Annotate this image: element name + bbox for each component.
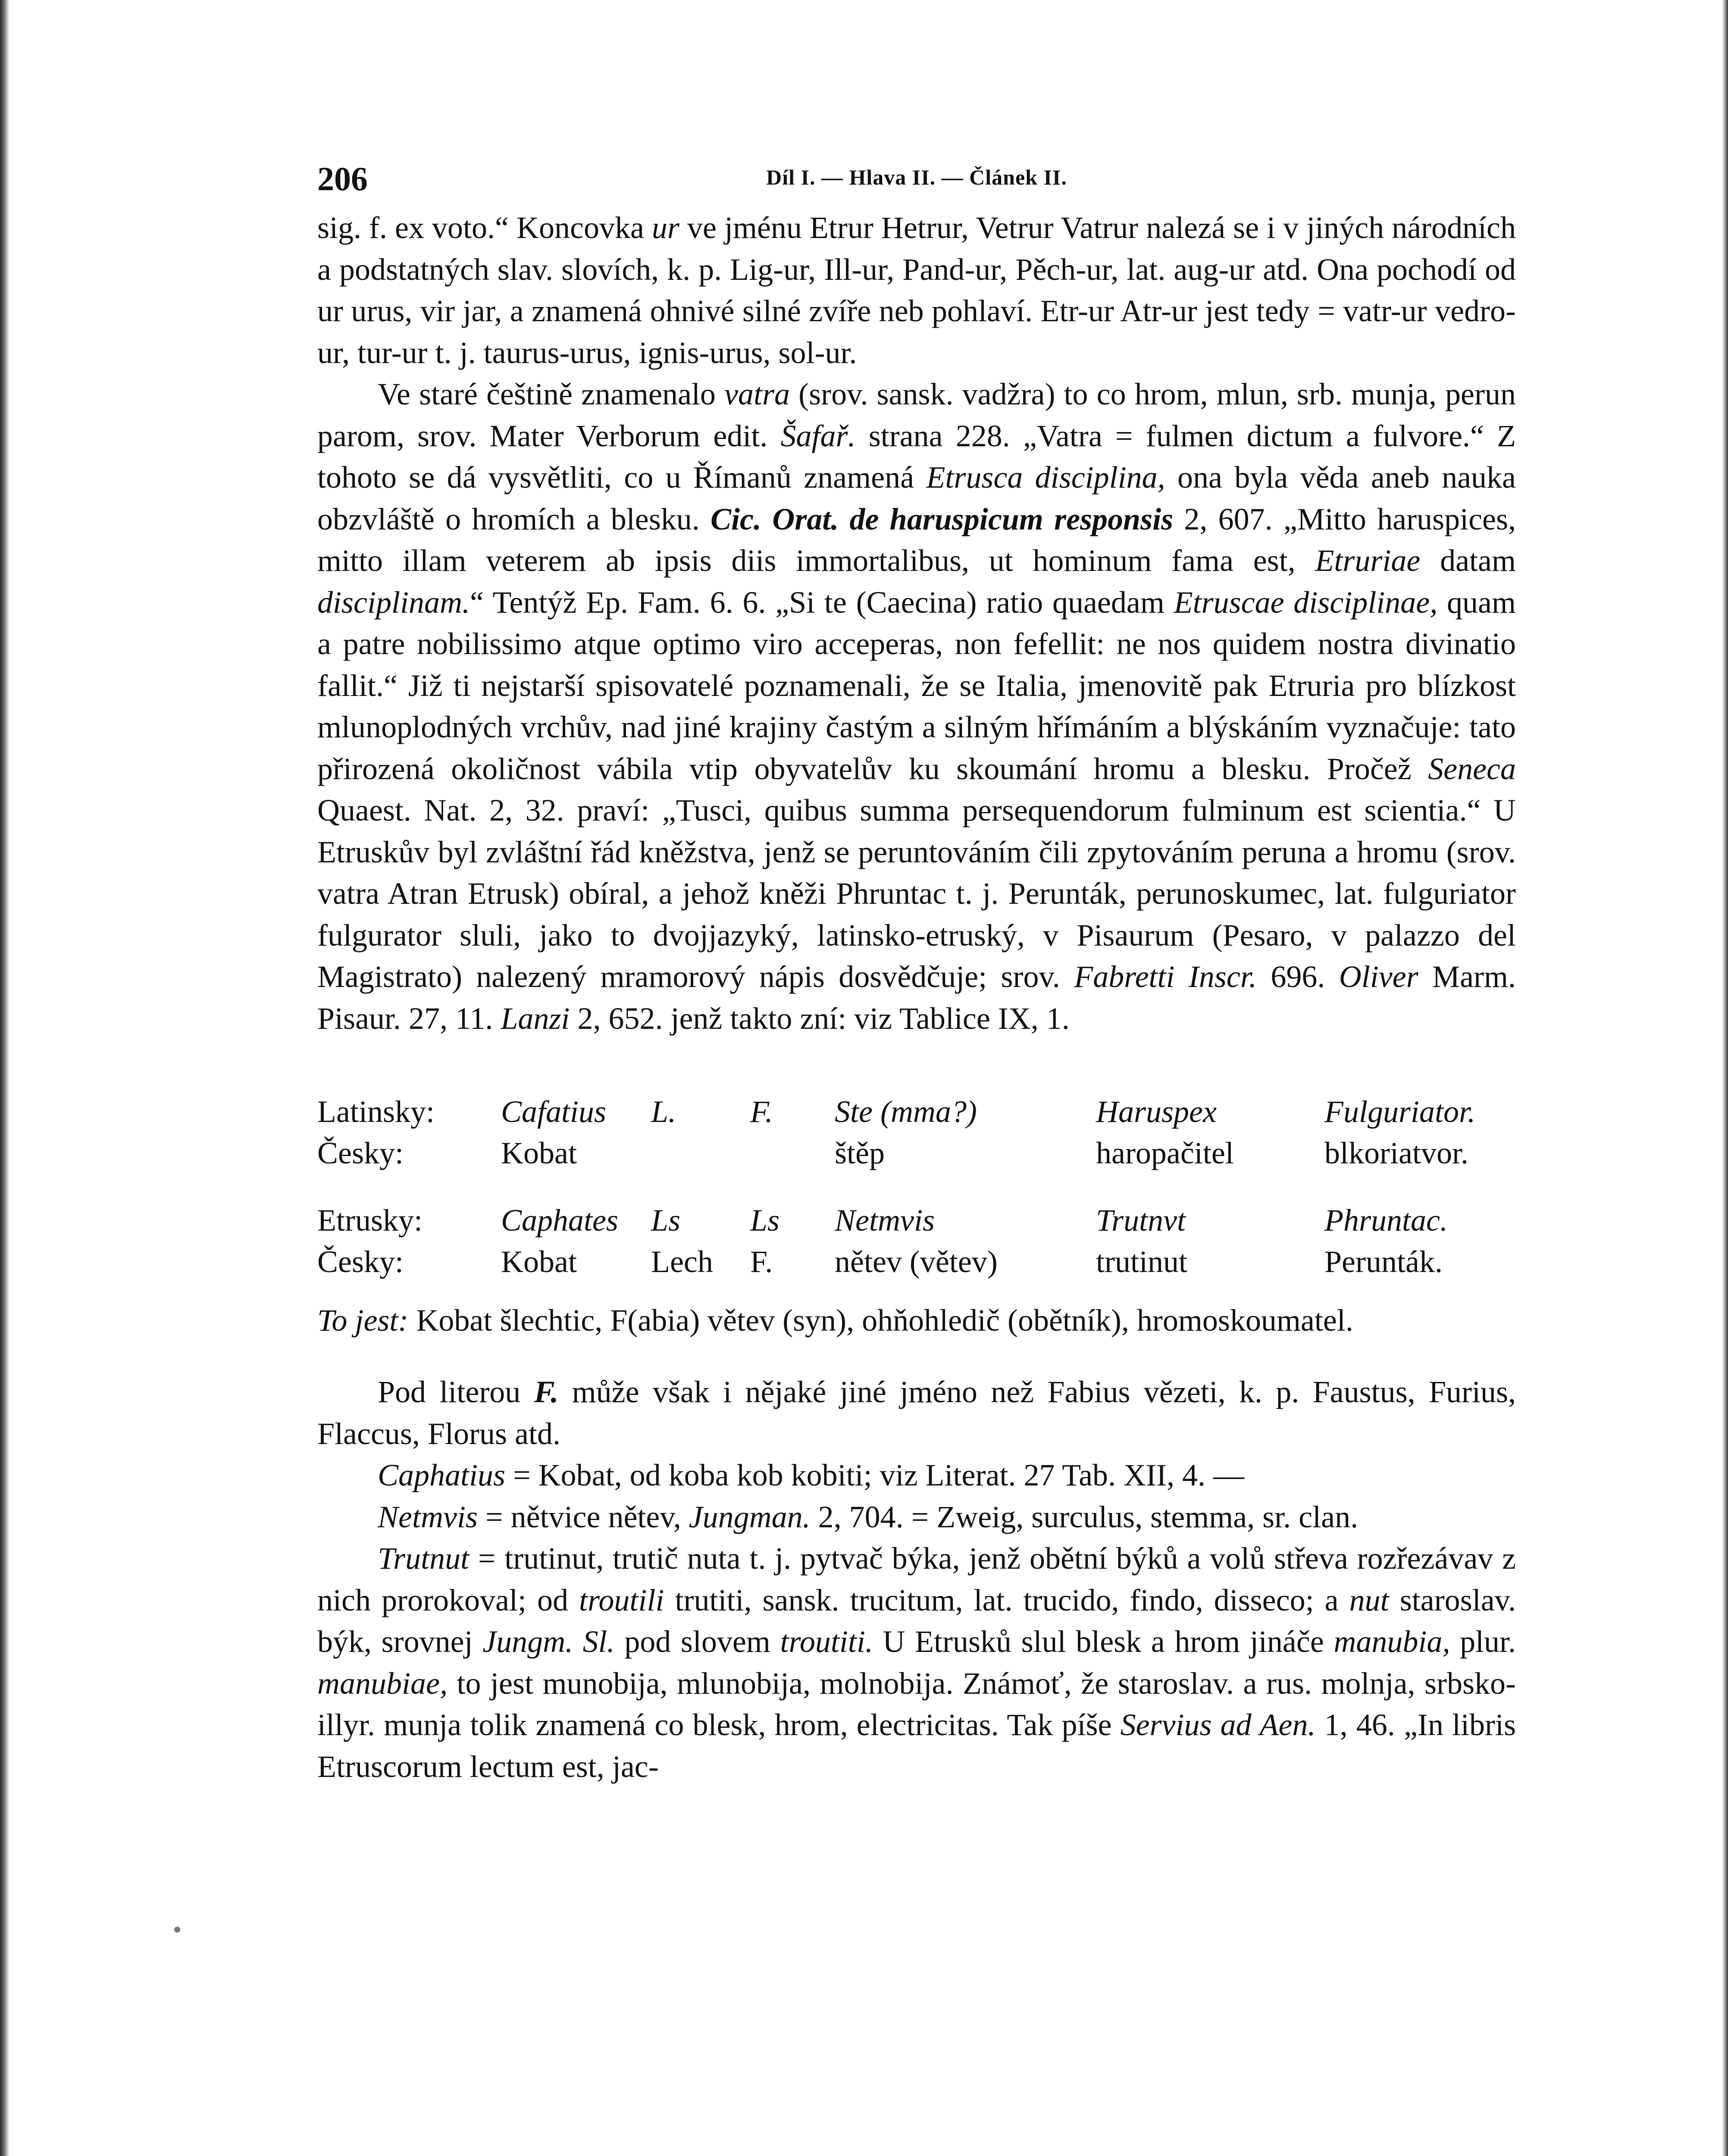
paragraph-3: Pod literou F. může však i nějaké jiné jméno než Fabius vězeti, k. p. Faustus, Furius, Flaccus, Florus atd. (317, 1375, 1516, 1451)
page-header (317, 155, 1516, 207)
page-number: 206 (317, 160, 368, 197)
paragraph-1: sig. f. ex voto.“ Koncovka ur ve jménu Etrur Hetrur, Vetrur Vatrur nalezá se i v jiných národních a podstatných slav. slovích, k. p. Lig-ur, Ill-ur, Pand-ur, Pěch-ur, lat. aug-ur atd. Ona pochodí od ur urus, vir jar, a znamená ohnivé silné zvíře neb pohlaví. Etr-ur Atr-ur jest tedy = vatr-ur vedro-ur, tur-ur t. j. taurus-urus, ignis-urus, sol-ur. (317, 210, 1516, 370)
paragraph-5: Netmvis = nětvice nětev, Jungman. 2, 704. = Zweig, surculus, stemma, sr. clan. (378, 1499, 1359, 1534)
cell: Etrusky: (317, 1203, 423, 1238)
cell: Kobat (501, 1136, 577, 1170)
cell: Kobat (501, 1244, 577, 1279)
cell: Trutnvt (1096, 1203, 1186, 1238)
cell: Lech (651, 1244, 713, 1279)
cell: Česky: (317, 1136, 404, 1170)
paragraph-2: Ve staré češtině znamenalo vatra (srov. sansk. vadžra) to co hrom, mlun, srb. munja, perun parom, srov. Mater Verborum edit. Šafař. strana 228. „Vatra = fulmen dictum a fulvore.“ Z tohoto se dá vysvětliti, co u Římanů znamená Etrusca disciplina, ona byla věda aneb nauka obzvláště o hromích a blesku. Cic. Orat. de haruspicum responsis 2, 607. „Mitto haruspices, mitto illam veterem ab ipsis diis immortalibus, ut hominum fama est, Etruriae datam disciplinam.“ Tentýž Ep. Fam. 6. 6. „Si te (Caecina) ratio quaedam Etruscae disciplinae, quam a patre nobilissimo atque optimo viro acceperas, non fefellit: ne nos quidem nostra divinatio fallit.“ Již ti nejstarší spisovatelé poznamenali, že se Italia, jmenovitě pak Etruria pro blízkost mlunoplodných vrchův, nad jiné krajiny častým a silným hřímáním a blýskáním vyznačuje: tato přirozená okoličnost vábila vtip obyvatelův ku skoumání hromu a blesku. Pročež Seneca Quaest. Nat. 2, 32. praví: „Tusci, quibus summa persequendorum fulminum est scientia.“ U Etruskův byl zvláštní řád kněžstva, jenž se peruntováním čili zpytováním peruna a hromu (srov. vatra Atran Etrusk) obíral, a jehož kněži Phruntac t. j. Perunták, perunoskumec, lat. fulguriator fulgurator sluli, jako to dvojjazyký, latinsko-etruský, v Pisaurum (Pesaro, v palazzo del Magistrato) nalezený mramorový nápis dosvědčuje; srov. Fabretti Inscr. 696. Oliver Marm. Pisaur. 27, 11. Lanzi 2, 652. jenž takto zní: viz Tablice IX, 1. (317, 377, 1516, 1036)
cell: štěp (835, 1136, 885, 1170)
cell: Netmvis (835, 1203, 935, 1238)
cell: blkoriatvor. (1324, 1136, 1468, 1170)
cell: Haruspex (1096, 1094, 1217, 1129)
ink-speck (174, 1927, 180, 1933)
cell: Ls (651, 1203, 681, 1238)
inscription-table (317, 1091, 1516, 1341)
cell: Ls (750, 1203, 780, 1238)
inscription-row-czech-2 (317, 1241, 1516, 1282)
cell: F. (750, 1244, 773, 1279)
cell: nětev (větev) (835, 1244, 998, 1279)
cell: Perunták. (1324, 1244, 1443, 1279)
cell: Phruntac. (1324, 1203, 1448, 1238)
paragraph-4: Caphatius = Kobat, od koba kob kobiti; viz Literat. 27 Tab. XII, 4. — (378, 1458, 1244, 1492)
inscription-row-latin (317, 1091, 1516, 1132)
scan-edge-right (1722, 0, 1728, 2156)
cell: trutinut (1096, 1244, 1187, 1279)
cell: Ste (mma?) (835, 1094, 977, 1129)
cell: haropačitel (1096, 1136, 1234, 1170)
scan-edge-left (0, 0, 9, 2156)
cell: Fulguriator. (1324, 1094, 1476, 1129)
cell: F. (750, 1094, 773, 1129)
cell: Latinsky: (317, 1094, 435, 1129)
running-head: Díl I. — Hlava II. — Článek II. (766, 165, 1067, 189)
inscription-row-czech-1 (317, 1132, 1516, 1174)
cell: Česky: (317, 1244, 404, 1279)
cell: Caphates (501, 1203, 619, 1238)
cell: L. (651, 1094, 676, 1129)
paragraph-6: Trutnut = trutinut, trutič nuta t. j. pytvač býka, jenž obětní býků a volů střeva rozřezávav z nich prorokoval; od troutili trutiti, sansk. trucitum, lat. trucido, findo, disseco; a nut staroslav. býk, srovnej Jungm. Sl. pod slovem troutiti. U Etrusků slul blesk a hrom jináče manubia, plur. manubiae, to jest munobija, mlunobija, molnobija. Známoť, že staroslav. a rus. molnja, srbsko-illyr. munja tolik znamená co blesk, hrom, electricitas. Tak píše Servius ad Aen. 1, 46. „In libris Etruscorum lectum est, jac- (317, 1541, 1516, 1784)
to-jest-line: To jest: Kobat šlechtic, F(abia) větev (syn), ohňohledič (obětník), hromoskoumatel. (317, 1303, 1353, 1338)
cell: Cafatius (501, 1094, 607, 1129)
book-page (317, 155, 1516, 1787)
inscription-row-etruscan (317, 1200, 1516, 1241)
